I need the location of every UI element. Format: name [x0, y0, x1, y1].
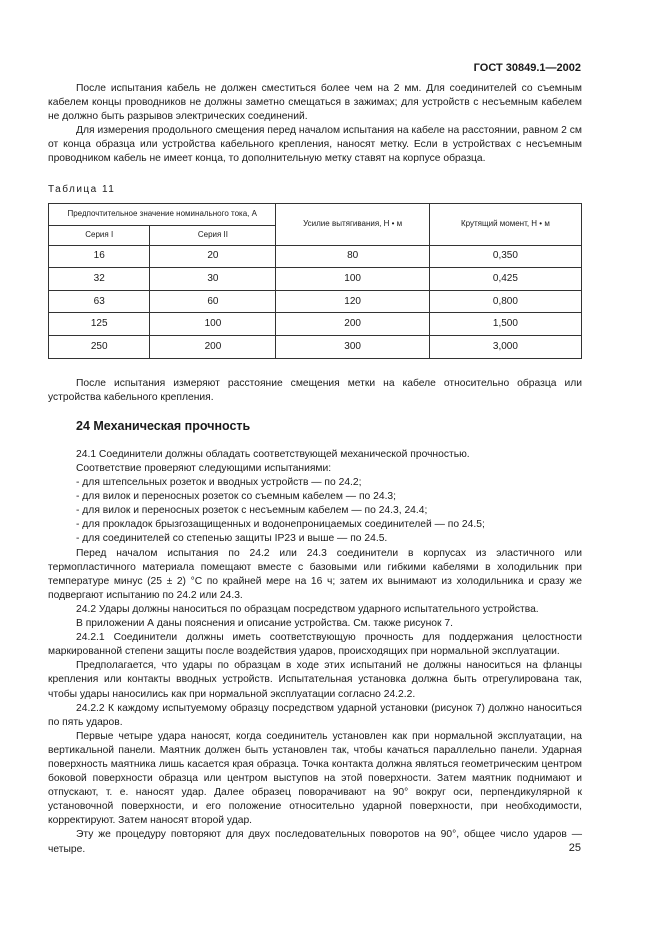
header-series-1: Серия I: [49, 225, 150, 245]
table-header-row: [49, 203, 582, 225]
table-row: [49, 268, 582, 291]
table-cell: 0,800: [429, 290, 581, 313]
paragraph: Перед началом испытания по 24.2 или 24.3 соединители в корпусах из эластичного или термопластичного материала помещают вместе с базовыми или гибкими кабелями в холодильник при температуре минус (25 ± 2) °С по крайней мере на 16 ч; затем их вынимают из холодильника и сразу же подвергают испытанию по 24.2 или 24.3.: [48, 547, 582, 601]
test-list: [76, 476, 582, 546]
paragraph: 24.2.2 К каждому испытуемому образцу посредством ударной установки (рисунок 7) должно наноситься по пять ударов.: [48, 702, 582, 728]
table-11: [48, 203, 582, 359]
paragraph: Первые четыре удара наносят, когда соединитель установлен как при нормальной эксплуатации, на вертикальной панели. Маятник должен быть установлен так, чтобы качаться параллельно панели. Ударная поверхность маятника лишь касается края образца. Точка контакта должна являться геометрическим центром боковой поверхности образца или центром выступов на этой поверхности. Затем маятник поднимают и отпускают, т. е. наносят удар. Далее образец поворачивают на 90° вокруг оси, перпендикулярной к установочной поверхности, и его положение относительно ударной поверхности, при необходимости, корректируют. Затем наносят второй удар.: [48, 730, 582, 827]
table-cell: 200: [276, 313, 429, 336]
header-group-current: Предпочтительное значение номинального тока, А: [49, 203, 276, 225]
table-cell: 300: [276, 336, 429, 359]
table-row: [49, 336, 582, 359]
paragraph: Для измерения продольного смещения перед началом испытания на кабеле на расстоянии, равном 2 см от конца образца или устройства кабельного крепления, наносят метку. Если в устройствах с несъемным проводником кабель не имеет конца, то дополнительную метку ставят на корпусе образца.: [48, 125, 582, 165]
table-cell: 200: [150, 336, 276, 359]
table-cell: 80: [276, 245, 429, 268]
paragraph: 24.2.1 Соединители должны иметь соответствующую прочность для поддержания целостности маркированной степени защиты после воздействия ударов, происходящих при нормальной эксплуатации.: [48, 632, 582, 658]
table-cell: 3,000: [429, 336, 581, 359]
paragraph: Соответствие проверяют следующими испытаниями:: [76, 463, 332, 474]
section-title: 24 Механическая прочность: [76, 418, 251, 433]
paragraph: 24.2 Удары должны наноситься по образцам посредством ударного испытательного устройства.: [76, 603, 539, 615]
paragraph: После испытания кабель не должен сместиться более чем на 2 мм. Для соединителей со съемным кабелем концы проводников не должны заметно смещаться в зажимах; для устройств с несъемным кабелем не должно быть разрывов электрических соединений.: [48, 83, 582, 123]
list-item: - для вилок и переносных розеток со съемным кабелем — по 24.3;: [76, 490, 582, 504]
table-cell: 250: [49, 336, 150, 359]
paragraph: Эту же процедуру повторяют для двух последовательных поворотов на 90°, общее число ударов — четыре.: [48, 829, 582, 855]
table-cell: 16: [49, 245, 150, 268]
list-item: - для штепсельных розеток и вводных устройств — по 24.2;: [76, 476, 582, 490]
table-cell: 63: [49, 290, 150, 313]
paragraph: Предполагается, что удары по образцам в ходе этих испытаний не должны наноситься на фланцы крепления или контакты вводных устройств. Испытательная установка должна быть отрегулирована так, чтобы удары наносились как при нормальной эксплуатации согласно 24.2.2.: [48, 660, 582, 700]
table-cell: 60: [150, 290, 276, 313]
header-series-2: Серия II: [150, 225, 276, 245]
list-item: - для вилок и переносных розеток с несъемным кабелем — по 24.3, 24.4;: [76, 504, 582, 518]
table-cell: 32: [49, 268, 150, 291]
table-row: [49, 313, 582, 336]
table-cell: 1,500: [429, 313, 581, 336]
table-cell: 100: [276, 268, 429, 291]
table-cell: 20: [150, 245, 276, 268]
table-row: [49, 290, 582, 313]
paragraph: В приложении А даны пояснения и описание устройства. См. также рисунок 7.: [76, 618, 453, 630]
table-cell: 125: [49, 313, 150, 336]
table-cell: 120: [276, 290, 429, 313]
table-row: [49, 245, 582, 268]
list-item: - для соединителей со степенью защиты IP23 и выше — по 24.5.: [76, 532, 582, 546]
document-code: ГОСТ 30849.1—2002: [473, 62, 581, 74]
table-caption: Таблица 11: [48, 183, 116, 195]
paragraph: После испытания измеряют расстояние смещения метки на кабеле относительно образца или устройства кабельного крепления.: [48, 377, 582, 403]
header-torque: Крутящий момент, Н • м: [429, 203, 581, 245]
header-force: Усилие вытягивания, Н • м: [276, 203, 429, 245]
table-cell: 0,425: [429, 268, 581, 291]
table-cell: 0,350: [429, 245, 581, 268]
paragraph: 24.1 Соединители должны обладать соответствующей механической прочностью.: [76, 448, 470, 460]
page-number: 25: [568, 842, 581, 854]
page-content: [48, 82, 582, 857]
list-item: - для прокладок брызгозащищенных и водонепроницаемых соединителей — по 24.5;: [76, 518, 582, 532]
table-cell: 100: [150, 313, 276, 336]
table-cell: 30: [150, 268, 276, 291]
